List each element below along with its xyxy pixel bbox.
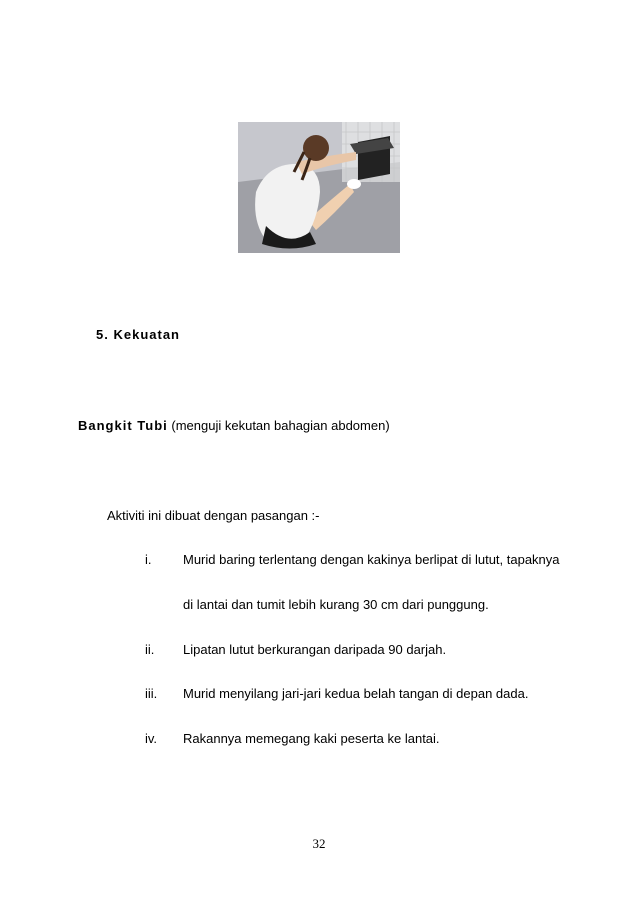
- list-item-number: ii.: [145, 642, 155, 657]
- list-item-number: iii.: [145, 686, 158, 701]
- list-item-text: Rakannya memegang kaki peserta ke lantai.: [183, 731, 440, 746]
- list-item-text: Lipatan lutut berkurangan daripada 90 darjah.: [183, 642, 447, 657]
- section-number: 5.: [96, 327, 109, 342]
- list-item-text: Murid menyilang jari-jari kedua belah tangan di depan dada.: [183, 686, 529, 701]
- page-number: 32: [312, 836, 326, 851]
- list-item-number: i.: [145, 552, 152, 567]
- test-name: Bangkit Tubi: [78, 418, 168, 433]
- intro-text: Aktiviti ini dibuat dengan pasangan :-: [107, 508, 320, 523]
- section-heading: [96, 327, 180, 342]
- section-title: Kekuatan: [113, 327, 180, 342]
- list-item-text-continued: di lantai dan tumit lebih kurang 30 cm dari punggung.: [183, 597, 489, 612]
- sit-and-reach-photo: [238, 122, 400, 253]
- test-description: (menguji kekutan bahagian abdomen): [171, 418, 390, 433]
- sit-and-reach-illustration: [238, 122, 400, 253]
- test-subheading: [78, 418, 390, 433]
- list-item-text: Murid baring terlentang dengan kakinya berlipat di lutut, tapaknya: [183, 552, 560, 567]
- list-item-number: iv.: [145, 731, 158, 746]
